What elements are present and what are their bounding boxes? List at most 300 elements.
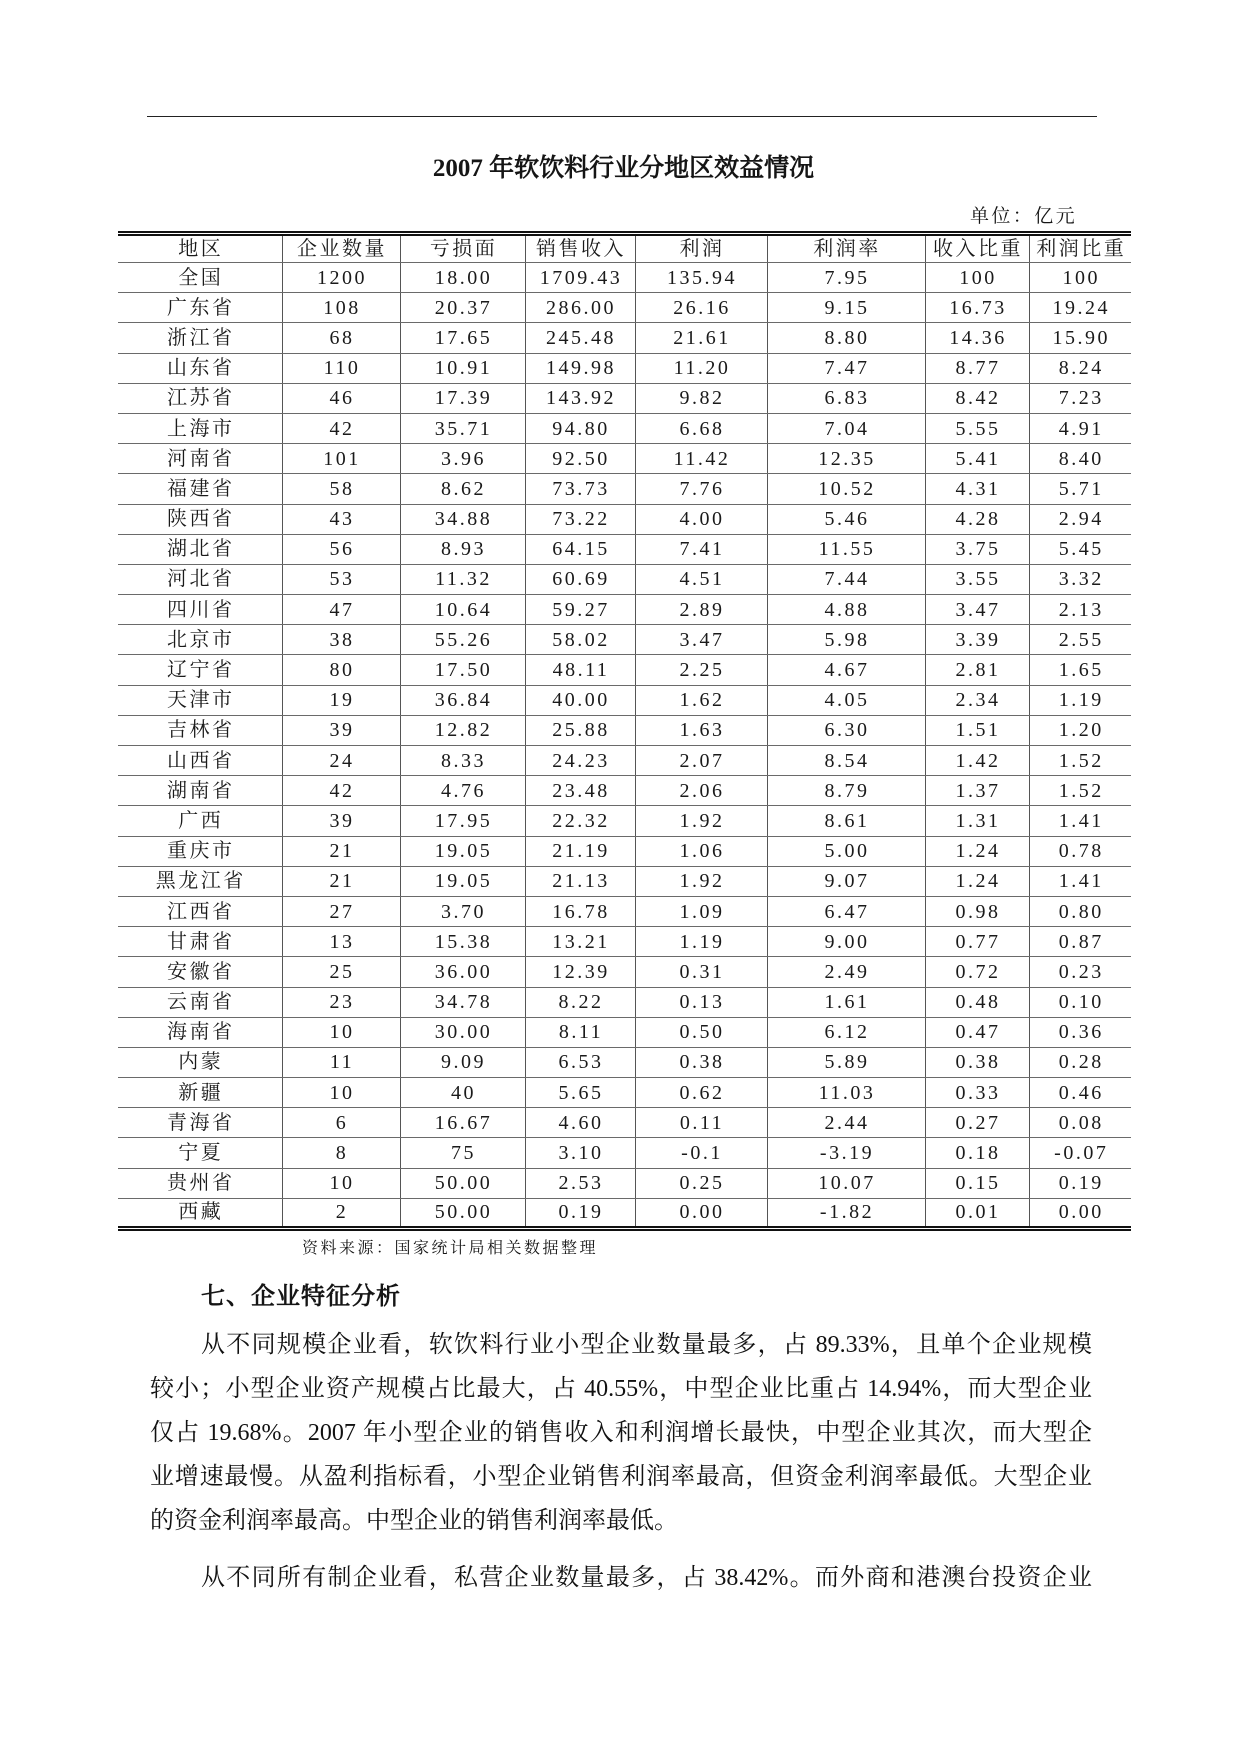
region-cell: 湖南省: [118, 776, 282, 806]
region-cell: 四川省: [118, 595, 282, 625]
value-cell: 21: [282, 836, 400, 866]
value-cell: 8.33: [400, 746, 525, 776]
value-cell: 2.49: [767, 957, 925, 987]
value-cell: 8.40: [1029, 444, 1131, 474]
source-note: 资料来源：国家统计局相关数据整理: [302, 1240, 599, 1257]
region-cell: 宁夏: [118, 1138, 282, 1168]
value-cell: 30.00: [400, 1017, 525, 1047]
table-row: [118, 474, 1131, 504]
table-header-row: [118, 234, 1131, 263]
value-cell: 1.09: [635, 896, 767, 926]
value-cell: 17.65: [400, 323, 525, 353]
value-cell: 10.07: [767, 1168, 925, 1198]
value-cell: 3.10: [525, 1138, 635, 1168]
table-row: [118, 746, 1131, 776]
value-cell: 25.88: [525, 715, 635, 745]
value-cell: 0.00: [635, 1198, 767, 1228]
value-cell: 3.39: [925, 625, 1029, 655]
value-cell: 4.60: [525, 1108, 635, 1138]
value-cell: 8: [282, 1138, 400, 1168]
value-cell: 38: [282, 625, 400, 655]
value-cell: 8.22: [525, 987, 635, 1017]
value-cell: 286.00: [525, 293, 635, 323]
value-cell: -0.07: [1029, 1138, 1131, 1168]
region-cell: 河南省: [118, 444, 282, 474]
table-row: [118, 1168, 1131, 1198]
value-cell: -3.19: [767, 1138, 925, 1168]
value-cell: 35.71: [400, 413, 525, 443]
value-cell: 5.71: [1029, 474, 1131, 504]
paragraph-line: 的资金利润率最高。中型企业的销售利润率最低。: [150, 1508, 678, 1534]
value-cell: 1.61: [767, 987, 925, 1017]
value-cell: 2.13: [1029, 595, 1131, 625]
value-cell: 25: [282, 957, 400, 987]
value-cell: 58.02: [525, 625, 635, 655]
value-cell: 34.78: [400, 987, 525, 1017]
value-cell: 0.27: [925, 1108, 1029, 1138]
table-row: [118, 927, 1131, 957]
table-row: [118, 444, 1131, 474]
table-row: [118, 806, 1131, 836]
value-cell: 1.52: [1029, 776, 1131, 806]
column-header-profit-margin: 利润率: [767, 234, 925, 263]
table-row: [118, 715, 1131, 745]
region-cell: 黑龙江省: [118, 866, 282, 896]
value-cell: 1.65: [1029, 655, 1131, 685]
value-cell: 10.64: [400, 595, 525, 625]
table-row: [118, 776, 1131, 806]
region-cell: 山东省: [118, 353, 282, 383]
value-cell: 40.00: [525, 685, 635, 715]
value-cell: 22.32: [525, 806, 635, 836]
value-cell: 0.48: [925, 987, 1029, 1017]
region-cell: 广东省: [118, 293, 282, 323]
value-cell: 13: [282, 927, 400, 957]
value-cell: 68: [282, 323, 400, 353]
value-cell: 8.62: [400, 474, 525, 504]
value-cell: 8.93: [400, 534, 525, 564]
value-cell: 7.23: [1029, 383, 1131, 413]
value-cell: 1.37: [925, 776, 1029, 806]
value-cell: 6.12: [767, 1017, 925, 1047]
region-cell: 云南省: [118, 987, 282, 1017]
table-row: [118, 957, 1131, 987]
value-cell: 8.11: [525, 1017, 635, 1047]
regional-profit-table: [118, 231, 1131, 1231]
value-cell: 0.46: [1029, 1078, 1131, 1108]
table-row: [118, 836, 1131, 866]
value-cell: 11.55: [767, 534, 925, 564]
value-cell: 6.30: [767, 715, 925, 745]
value-cell: 15.90: [1029, 323, 1131, 353]
paragraph-line: 业增速最慢。从盈利指标看，小型企业销售利润率最高，但资金利润率最低。大型企业: [150, 1464, 1092, 1490]
region-cell: 山西省: [118, 746, 282, 776]
column-header-revenue-share: 收入比重: [925, 234, 1029, 263]
section-heading: 七、企业特征分析: [201, 1284, 401, 1310]
region-cell: 新疆: [118, 1078, 282, 1108]
value-cell: 17.39: [400, 383, 525, 413]
unit-label: 单位：亿元: [970, 206, 1078, 227]
value-cell: 23.48: [525, 776, 635, 806]
column-header-enterprise-count: 企业数量: [282, 234, 400, 263]
region-cell: 辽宁省: [118, 655, 282, 685]
value-cell: 10: [282, 1168, 400, 1198]
table-row: [118, 655, 1131, 685]
value-cell: 0.11: [635, 1108, 767, 1138]
value-cell: 1.20: [1029, 715, 1131, 745]
value-cell: 56: [282, 534, 400, 564]
value-cell: 21.19: [525, 836, 635, 866]
value-cell: 6: [282, 1108, 400, 1138]
value-cell: 108: [282, 293, 400, 323]
value-cell: 80: [282, 655, 400, 685]
table-row: [118, 293, 1131, 323]
paragraph-line: 从不同所有制企业看，私营企业数量最多，占 38.42%。而外商和港澳台投资企业: [201, 1565, 1092, 1591]
table-row: [118, 866, 1131, 896]
value-cell: 1.92: [635, 806, 767, 836]
value-cell: 1.63: [635, 715, 767, 745]
value-cell: 24.23: [525, 746, 635, 776]
value-cell: 2.55: [1029, 625, 1131, 655]
value-cell: 43: [282, 504, 400, 534]
value-cell: 42: [282, 776, 400, 806]
value-cell: 0.19: [1029, 1168, 1131, 1198]
value-cell: 5.46: [767, 504, 925, 534]
column-header-sales-revenue: 销售收入: [525, 234, 635, 263]
value-cell: 5.00: [767, 836, 925, 866]
paragraph-line: 仅占 19.68%。2007 年小型企业的销售收入和利润增长最快，中型企业其次，而大型企: [150, 1420, 1092, 1446]
table-row: [118, 625, 1131, 655]
region-cell: 安徽省: [118, 957, 282, 987]
value-cell: 15.38: [400, 927, 525, 957]
table-row: [118, 1047, 1131, 1077]
table-row: [118, 1078, 1131, 1108]
value-cell: 17.95: [400, 806, 525, 836]
value-cell: 1.41: [1029, 866, 1131, 896]
value-cell: 94.80: [525, 413, 635, 443]
value-cell: 34.88: [400, 504, 525, 534]
value-cell: 17.50: [400, 655, 525, 685]
value-cell: 1.19: [1029, 685, 1131, 715]
value-cell: 4.05: [767, 685, 925, 715]
value-cell: 50.00: [400, 1168, 525, 1198]
value-cell: 40: [400, 1078, 525, 1108]
value-cell: 0.18: [925, 1138, 1029, 1168]
value-cell: 1.41: [1029, 806, 1131, 836]
value-cell: 2.89: [635, 595, 767, 625]
region-cell: 甘肃省: [118, 927, 282, 957]
table-row: [118, 353, 1131, 383]
value-cell: 21.13: [525, 866, 635, 896]
value-cell: 14.36: [925, 323, 1029, 353]
column-header-profit: 利润: [635, 234, 767, 263]
value-cell: 50.00: [400, 1198, 525, 1228]
value-cell: 3.32: [1029, 564, 1131, 594]
value-cell: 149.98: [525, 353, 635, 383]
value-cell: 1.06: [635, 836, 767, 866]
value-cell: 46: [282, 383, 400, 413]
value-cell: 8.79: [767, 776, 925, 806]
value-cell: 11: [282, 1047, 400, 1077]
value-cell: 0.10: [1029, 987, 1131, 1017]
value-cell: 12.35: [767, 444, 925, 474]
value-cell: 100: [925, 263, 1029, 293]
table-row: [118, 383, 1131, 413]
value-cell: 11.03: [767, 1078, 925, 1108]
region-cell: 福建省: [118, 474, 282, 504]
value-cell: 2.81: [925, 655, 1029, 685]
value-cell: 0.98: [925, 896, 1029, 926]
value-cell: 20.37: [400, 293, 525, 323]
paragraph: [150, 1323, 1092, 1543]
value-cell: 1.31: [925, 806, 1029, 836]
value-cell: 55.26: [400, 625, 525, 655]
value-cell: 4.91: [1029, 413, 1131, 443]
region-cell: 江苏省: [118, 383, 282, 413]
value-cell: 5.98: [767, 625, 925, 655]
value-cell: 9.00: [767, 927, 925, 957]
value-cell: 5.65: [525, 1078, 635, 1108]
value-cell: 0.15: [925, 1168, 1029, 1198]
value-cell: 73.73: [525, 474, 635, 504]
table-row: [118, 413, 1131, 443]
value-cell: 101: [282, 444, 400, 474]
value-cell: 7.95: [767, 263, 925, 293]
value-cell: 8.80: [767, 323, 925, 353]
value-cell: 1.51: [925, 715, 1029, 745]
paragraph: [150, 1556, 1092, 1600]
value-cell: 59.27: [525, 595, 635, 625]
value-cell: 26.16: [635, 293, 767, 323]
value-cell: 16.78: [525, 896, 635, 926]
value-cell: 5.55: [925, 413, 1029, 443]
value-cell: 64.15: [525, 534, 635, 564]
value-cell: 3.96: [400, 444, 525, 474]
value-cell: 27: [282, 896, 400, 926]
value-cell: 5.45: [1029, 534, 1131, 564]
value-cell: 24: [282, 746, 400, 776]
value-cell: 1200: [282, 263, 400, 293]
value-cell: 21.61: [635, 323, 767, 353]
table-row: [118, 534, 1131, 564]
table-row: [118, 685, 1131, 715]
value-cell: 3.47: [635, 625, 767, 655]
value-cell: 16.67: [400, 1108, 525, 1138]
value-cell: 10: [282, 1017, 400, 1047]
value-cell: 1.24: [925, 836, 1029, 866]
value-cell: 135.94: [635, 263, 767, 293]
value-cell: 3.55: [925, 564, 1029, 594]
value-cell: 10.91: [400, 353, 525, 383]
value-cell: 0.13: [635, 987, 767, 1017]
region-cell: 全国: [118, 263, 282, 293]
region-cell: 广西: [118, 806, 282, 836]
value-cell: 0.87: [1029, 927, 1131, 957]
region-cell: 江西省: [118, 896, 282, 926]
value-cell: 0.31: [635, 957, 767, 987]
value-cell: 2.34: [925, 685, 1029, 715]
value-cell: 100: [1029, 263, 1131, 293]
value-cell: 143.92: [525, 383, 635, 413]
column-header-profit-share: 利润比重: [1029, 234, 1131, 263]
value-cell: 53: [282, 564, 400, 594]
region-cell: 重庆市: [118, 836, 282, 866]
value-cell: 39: [282, 715, 400, 745]
value-cell: 19.24: [1029, 293, 1131, 323]
value-cell: 5.89: [767, 1047, 925, 1077]
region-cell: 内蒙: [118, 1047, 282, 1077]
region-cell: 河北省: [118, 564, 282, 594]
value-cell: 1.62: [635, 685, 767, 715]
value-cell: 0.47: [925, 1017, 1029, 1047]
table-row: [118, 896, 1131, 926]
table-row: [118, 263, 1131, 293]
value-cell: 8.54: [767, 746, 925, 776]
value-cell: 7.04: [767, 413, 925, 443]
value-cell: 8.42: [925, 383, 1029, 413]
value-cell: 0.33: [925, 1078, 1029, 1108]
value-cell: 47: [282, 595, 400, 625]
value-cell: 11.20: [635, 353, 767, 383]
value-cell: 2.06: [635, 776, 767, 806]
value-cell: 0.08: [1029, 1108, 1131, 1138]
value-cell: 2.25: [635, 655, 767, 685]
value-cell: 6.47: [767, 896, 925, 926]
value-cell: 0.72: [925, 957, 1029, 987]
value-cell: 6.68: [635, 413, 767, 443]
value-cell: 18.00: [400, 263, 525, 293]
value-cell: 0.25: [635, 1168, 767, 1198]
value-cell: 9.07: [767, 866, 925, 896]
region-cell: 吉林省: [118, 715, 282, 745]
value-cell: 19: [282, 685, 400, 715]
value-cell: 2.53: [525, 1168, 635, 1198]
value-cell: 36.00: [400, 957, 525, 987]
value-cell: -0.1: [635, 1138, 767, 1168]
value-cell: 1.92: [635, 866, 767, 896]
value-cell: 13.21: [525, 927, 635, 957]
region-cell: 陕西省: [118, 504, 282, 534]
value-cell: 4.28: [925, 504, 1029, 534]
value-cell: 4.31: [925, 474, 1029, 504]
value-cell: 1.52: [1029, 746, 1131, 776]
value-cell: 8.77: [925, 353, 1029, 383]
value-cell: 3.75: [925, 534, 1029, 564]
value-cell: 1709.43: [525, 263, 635, 293]
value-cell: 73.22: [525, 504, 635, 534]
value-cell: 9.82: [635, 383, 767, 413]
value-cell: 2.94: [1029, 504, 1131, 534]
value-cell: 4.76: [400, 776, 525, 806]
value-cell: 4.67: [767, 655, 925, 685]
value-cell: 0.00: [1029, 1198, 1131, 1228]
value-cell: 21: [282, 866, 400, 896]
value-cell: 9.15: [767, 293, 925, 323]
table-row: [118, 1138, 1131, 1168]
paragraph-line: 较小；小型企业资产规模占比最大，占 40.55%，中型企业比重占 14.94%，而大型企业: [150, 1376, 1092, 1402]
value-cell: 75: [400, 1138, 525, 1168]
header-rule: [147, 116, 1097, 117]
value-cell: 0.38: [925, 1047, 1029, 1077]
value-cell: 48.11: [525, 655, 635, 685]
region-cell: 青海省: [118, 1108, 282, 1138]
value-cell: 11.32: [400, 564, 525, 594]
table-row: [118, 323, 1131, 353]
value-cell: 8.24: [1029, 353, 1131, 383]
value-cell: 0.19: [525, 1198, 635, 1228]
value-cell: 2.07: [635, 746, 767, 776]
value-cell: 8.61: [767, 806, 925, 836]
value-cell: 7.47: [767, 353, 925, 383]
value-cell: 16.73: [925, 293, 1029, 323]
table-row: [118, 504, 1131, 534]
value-cell: 0.50: [635, 1017, 767, 1047]
value-cell: 5.41: [925, 444, 1029, 474]
value-cell: 23: [282, 987, 400, 1017]
value-cell: 1.42: [925, 746, 1029, 776]
table-row: [118, 564, 1131, 594]
region-cell: 西藏: [118, 1198, 282, 1228]
value-cell: 92.50: [525, 444, 635, 474]
value-cell: 4.00: [635, 504, 767, 534]
region-cell: 天津市: [118, 685, 282, 715]
value-cell: 10.52: [767, 474, 925, 504]
value-cell: 12.39: [525, 957, 635, 987]
value-cell: 36.84: [400, 685, 525, 715]
value-cell: 7.44: [767, 564, 925, 594]
table-row: [118, 1017, 1131, 1047]
value-cell: 4.51: [635, 564, 767, 594]
value-cell: 0.36: [1029, 1017, 1131, 1047]
value-cell: 58: [282, 474, 400, 504]
value-cell: 2.44: [767, 1108, 925, 1138]
value-cell: 60.69: [525, 564, 635, 594]
value-cell: 3.47: [925, 595, 1029, 625]
value-cell: 7.41: [635, 534, 767, 564]
region-cell: 北京市: [118, 625, 282, 655]
value-cell: 1.24: [925, 866, 1029, 896]
region-cell: 湖北省: [118, 534, 282, 564]
value-cell: 0.80: [1029, 896, 1131, 926]
paragraph-line: 从不同规模企业看，软饮料行业小型企业数量最多，占 89.33%，且单个企业规模: [201, 1332, 1092, 1358]
value-cell: 6.83: [767, 383, 925, 413]
value-cell: 0.01: [925, 1198, 1029, 1228]
column-header-loss-ratio: 亏损面: [400, 234, 525, 263]
table-row: [118, 1198, 1131, 1228]
value-cell: 0.62: [635, 1078, 767, 1108]
value-cell: 0.23: [1029, 957, 1131, 987]
value-cell: 0.28: [1029, 1047, 1131, 1077]
value-cell: 110: [282, 353, 400, 383]
value-cell: 7.76: [635, 474, 767, 504]
value-cell: 10: [282, 1078, 400, 1108]
value-cell: 6.53: [525, 1047, 635, 1077]
table-row: [118, 1108, 1131, 1138]
region-cell: 海南省: [118, 1017, 282, 1047]
table-row: [118, 595, 1131, 625]
value-cell: 42: [282, 413, 400, 443]
value-cell: 245.48: [525, 323, 635, 353]
value-cell: -1.82: [767, 1198, 925, 1228]
value-cell: 1.19: [635, 927, 767, 957]
value-cell: 0.77: [925, 927, 1029, 957]
value-cell: 19.05: [400, 866, 525, 896]
value-cell: 19.05: [400, 836, 525, 866]
table-row: [118, 987, 1131, 1017]
column-header-region: 地区: [118, 234, 282, 263]
value-cell: 2: [282, 1198, 400, 1228]
region-cell: 贵州省: [118, 1168, 282, 1198]
